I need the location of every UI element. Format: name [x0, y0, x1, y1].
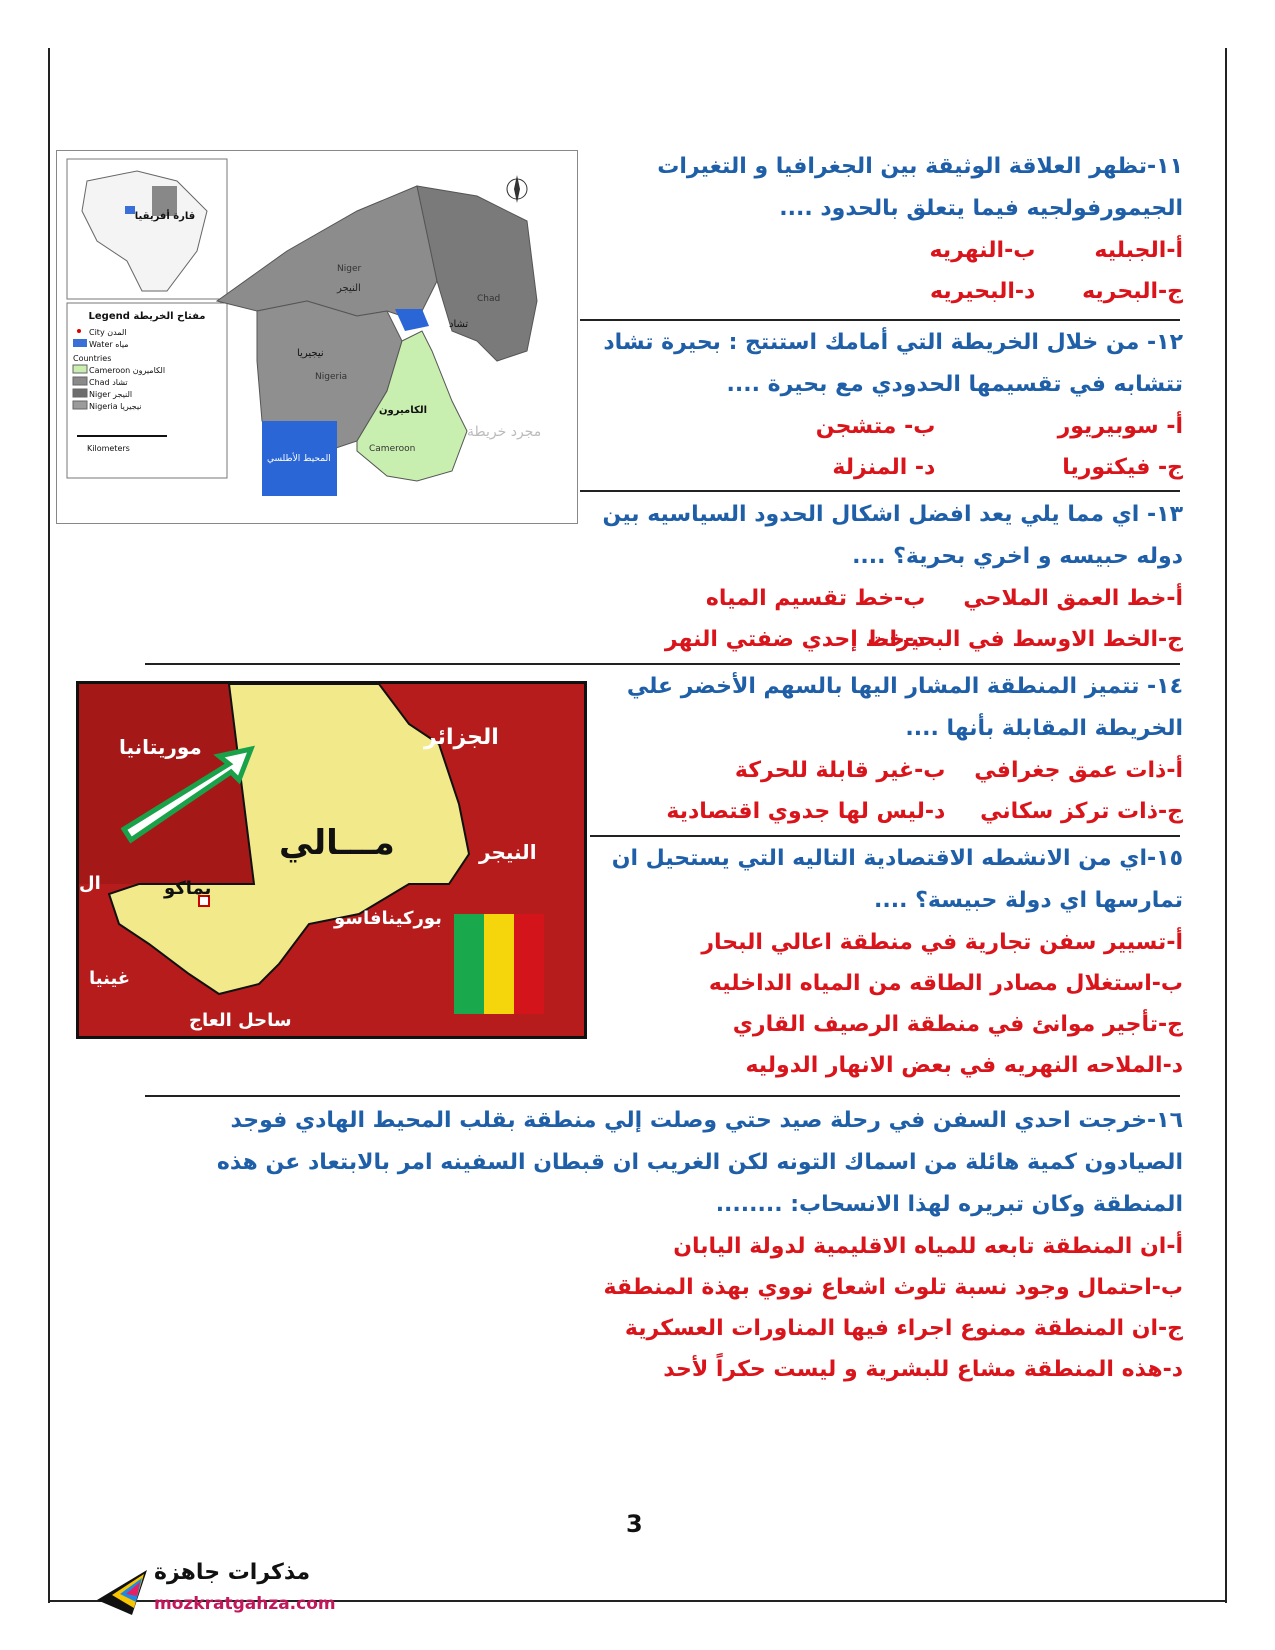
question-12-row-1 — [583, 406, 1183, 447]
q15-option-a: أ-تسيير سفن تجارية في منطقة اعالي البحار — [701, 930, 1183, 955]
svg-text:ال: ال — [79, 873, 101, 894]
q13-option-d: د-خط إحدي ضفتي النهر — [664, 627, 926, 652]
svg-text:المحيط الأطلسي: المحيط الأطلسي — [267, 454, 331, 464]
q14-option-d: د-ليس لها جدوي اقتصادية — [666, 799, 946, 824]
inset-label: قارة أفريقيا — [134, 211, 196, 222]
question-11-text: ١١-تظهر العلاقة الوثيقة بين الجغرافيا و التغيرات الجيمورفولجيه فيما يتعلق بالحدود .... — [657, 154, 1183, 221]
svg-text:النيجر: النيجر — [479, 840, 537, 864]
svg-text:مـــالي: مـــالي — [279, 823, 395, 863]
page-frame-right — [1225, 48, 1227, 1603]
scale-label: Kilometers — [87, 444, 130, 453]
question-11-row-1 — [563, 230, 1183, 271]
chad-shape — [417, 186, 537, 361]
separator-3 — [145, 663, 1180, 665]
svg-text:النيجر: النيجر — [337, 283, 361, 294]
q13-option-a: أ-خط العمق الملاحي — [963, 586, 1183, 611]
site-logo[interactable] — [92, 1560, 392, 1630]
q13-option-b: ب-خط تقسيم المياه — [705, 586, 926, 611]
q11-option-c: ج-البحريه — [1082, 279, 1183, 304]
svg-text:ساحل العاج: ساحل العاج — [189, 1010, 292, 1031]
question-15-text: ١٥-اي من الانشطه الاقتصادية التاليه التي يستحيل ان تمارسها اي دولة حبيسة؟ .... — [611, 846, 1183, 913]
legend-title: Legend مفتاح الخريطة — [88, 311, 206, 322]
svg-text:غينيا: غينيا — [89, 968, 131, 989]
svg-text:Chad: Chad — [477, 294, 501, 304]
svg-text:Niger: Niger — [337, 264, 362, 274]
lake-chad-shape — [395, 309, 429, 331]
question-14-row-1 — [603, 750, 1183, 791]
q12-option-a: أ- سوبيريور — [1057, 414, 1183, 439]
q14-option-a: أ-ذات عمق جغرافي — [974, 758, 1183, 783]
separator-5 — [145, 1095, 1180, 1097]
svg-text:City المدن: City المدن — [89, 328, 127, 337]
question-13-row-1 — [583, 578, 1183, 619]
q11-option-b: ب-النهريه — [929, 238, 1036, 263]
svg-text:بماكو: بماكو — [164, 878, 212, 899]
svg-text:موريتانيا: موريتانيا — [119, 735, 202, 759]
q16-option-b: ب-احتمال وجود نسبة تلوث اشعاع نووي بهذة المنطقة — [603, 1275, 1183, 1300]
question-15 — [603, 838, 1183, 1086]
svg-text:Niger النيجر: Niger النيجر — [89, 390, 133, 399]
mali-flag-icon — [454, 914, 544, 1014]
page-number: 3 — [626, 1510, 643, 1538]
svg-text:Nigeria: Nigeria — [315, 372, 348, 382]
question-13 — [583, 494, 1183, 660]
q15-option-d: د-الملاحه النهريه في بعض الانهار الدوليه — [745, 1053, 1183, 1078]
question-13-row-2 — [583, 619, 1183, 660]
svg-text:Nigeria نيجيريا: Nigeria نيجيريا — [89, 402, 142, 411]
niger-shape — [217, 186, 437, 321]
question-13-text: ١٣- اي مما يلي يعد افضل اشكال الحدود السياسيه بين دوله حبيسه و اخري بحرية؟ .... — [602, 502, 1183, 569]
q12-option-c: ج- فيكتوريا — [1062, 455, 1183, 480]
question-16-text: ١٦-خرجت احدي السفن في رحلة صيد حتي وصلت إلي منطقة بقلب المحيط الهادي فوجد الصيادون كمية هائلة من اسماك التونه لكن الغريب ان قبطان السفينه امر بالابتعاد عن هذه المنطقة وكان تبريره لهذا الانسحاب: ........ — [216, 1108, 1183, 1217]
logo-url[interactable]: mozkratgahza.com — [154, 1594, 336, 1614]
question-16 — [178, 1100, 1183, 1390]
separator-4 — [590, 835, 1180, 837]
question-11-row-2 — [563, 271, 1183, 312]
q15-option-c: ج-تأجير موانئ في منطقة الرصيف القاري — [732, 1012, 1183, 1037]
question-14-row-2 — [603, 791, 1183, 832]
page-frame-left — [48, 48, 50, 1603]
svg-text:Cameroon: Cameroon — [369, 444, 416, 454]
svg-text:تشاد: تشاد — [449, 319, 469, 330]
q16-option-a: أ-ان المنطقة تابعه للمياه الاقليمية لدولة اليابان — [673, 1234, 1183, 1259]
q12-option-b: ب- متشجن — [815, 414, 936, 439]
q13-option-c: ج-الخط الاوسط في البحيرات — [867, 627, 1183, 652]
lake-chad-map — [56, 150, 578, 524]
svg-text:بوركينافاسو: بوركينافاسو — [334, 908, 442, 929]
svg-text:الجزائر: الجزائر — [424, 725, 499, 750]
question-14 — [603, 666, 1183, 832]
separator-2 — [580, 490, 1180, 492]
question-12-row-2 — [583, 447, 1183, 488]
logo-arabic-text: مذكرات جاهزة — [154, 1560, 311, 1585]
svg-text:الكاميرون: الكاميرون — [379, 405, 427, 416]
svg-text:نيجيريا: نيجيريا — [297, 348, 324, 359]
logo-mark-icon — [92, 1560, 152, 1620]
question-14-text: ١٤- تتميز المنطقة المشار اليها بالسهم الأخضر علي الخريطة المقابلة بأنها .... — [626, 674, 1183, 741]
q11-option-a: أ-الجبليه — [1094, 238, 1183, 263]
svg-text:Water مياه: Water مياه — [89, 340, 129, 349]
svg-text:Chad تشاد: Chad تشاد — [89, 378, 128, 387]
mali-map — [76, 681, 587, 1039]
question-12 — [583, 322, 1183, 488]
question-12-text: ١٢- من خلال الخريطة التي أمامك استنتج : بحيرة تشاد تتشابه في تقسيمها الحدودي مع بحيرة .... — [603, 330, 1183, 397]
q16-option-c: ج-ان المنطقة ممنوع اجراء فيها المناورات العسكرية — [624, 1316, 1183, 1341]
q15-option-b: ب-استغلال مصادر الطاقه من المياه الداخليه — [708, 971, 1183, 996]
svg-text:Countries: Countries — [73, 354, 112, 363]
q14-option-c: ج-ذات تركز سكاني — [980, 799, 1183, 824]
q14-option-b: ب-غير قابلة للحركة — [734, 758, 946, 783]
q11-option-d: د-البحيريه — [930, 279, 1036, 304]
q12-option-d: د- المنزلة — [832, 455, 936, 480]
q16-option-d: د-هذه المنطقة مشاع للبشرية و ليست حكراً لأحد — [663, 1357, 1183, 1382]
separator-1 — [580, 319, 1180, 321]
svg-text:Cameroon الكاميرون: Cameroon الكاميرون — [89, 366, 166, 375]
svg-text:مجرد خريطة: مجرد خريطة — [467, 424, 542, 440]
question-11 — [563, 146, 1183, 312]
